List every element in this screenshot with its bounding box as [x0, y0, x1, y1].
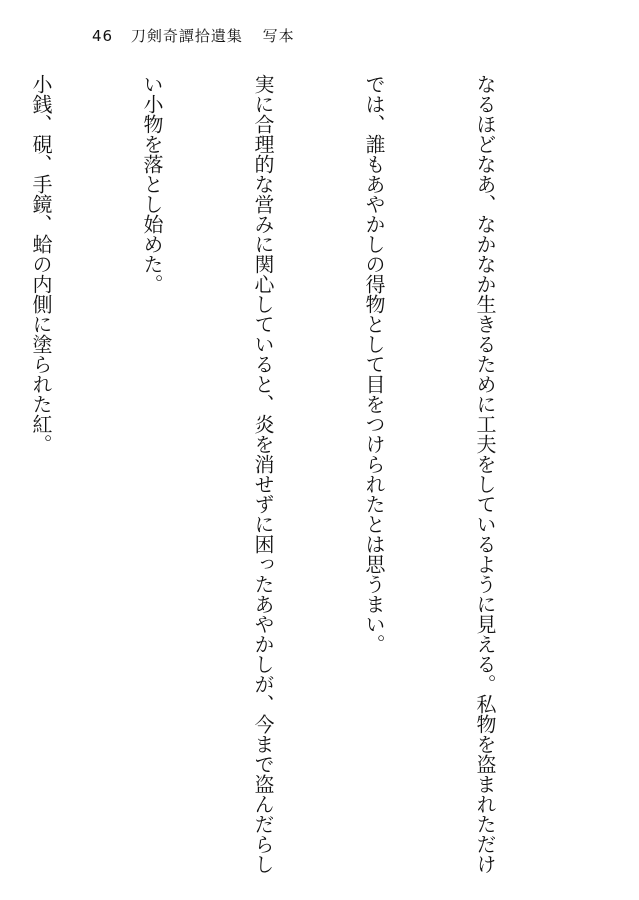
text-line: 実に合理的な営みに関心していると、炎を消せずに困ったあやかしが、今まで盗んだらし — [251, 74, 275, 874]
text-line: 小銭、硯、手鏡、蛤の内側に塗られた紅。 — [29, 74, 53, 454]
page-number: 46 — [92, 27, 114, 45]
page-header — [92, 25, 295, 46]
book-title: 刀剣奇譚拾遺集 — [130, 27, 243, 45]
text-line: では、誰もあやかしの得物として目をつけられたとは思うまい。 — [362, 74, 386, 654]
vertical-text-body — [0, 74, 577, 874]
text-line: なるほどなあ、なかなか生きるために工夫をしているように見える。私物を盗まれただけ — [473, 74, 497, 874]
text-line: い小物を落とし始めた。 — [140, 74, 164, 294]
book-subtitle: 写本 — [262, 27, 295, 45]
